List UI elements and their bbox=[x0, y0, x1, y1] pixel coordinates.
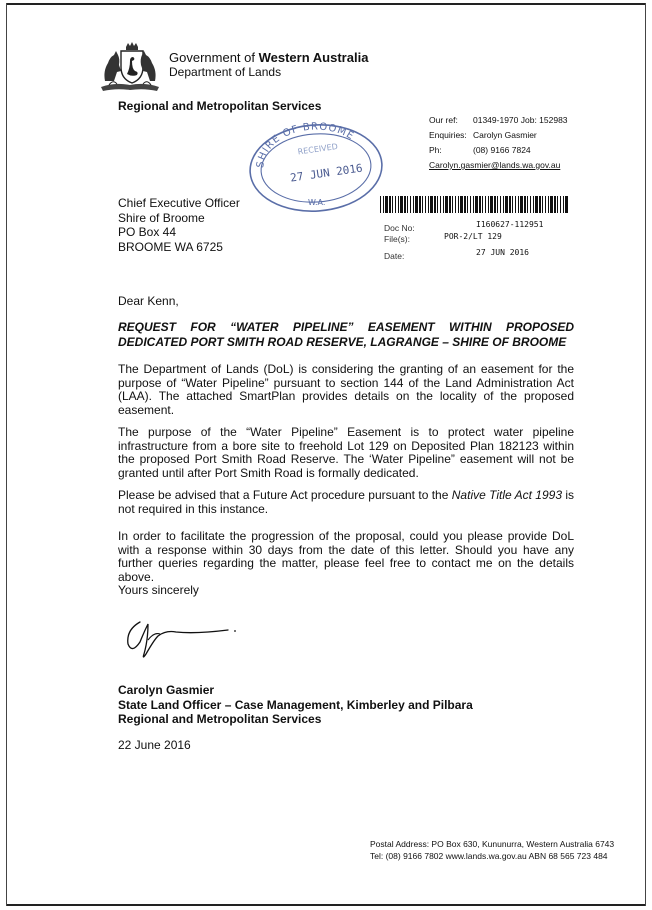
barcode-bar bbox=[518, 196, 519, 213]
page-border-right bbox=[645, 3, 646, 906]
stamp-shire-text: SHIRE OF BROOME bbox=[255, 122, 356, 169]
barcode-bar bbox=[425, 196, 426, 213]
stamp-date-text: 27 JUN 2016 bbox=[289, 161, 364, 185]
subject-heading bbox=[118, 320, 574, 350]
department-name: Department of Lands bbox=[169, 65, 282, 79]
barcode-bar bbox=[380, 196, 381, 213]
barcode-bar bbox=[410, 196, 411, 213]
signatory-block bbox=[118, 683, 473, 727]
barcode-bar bbox=[419, 196, 421, 213]
barcode-bar bbox=[437, 196, 438, 213]
barcode-bar bbox=[505, 196, 508, 213]
barcode-bar bbox=[527, 196, 528, 213]
barcode-bar bbox=[482, 196, 483, 213]
barcode-bar bbox=[500, 196, 501, 213]
barcode-bar bbox=[473, 196, 474, 213]
barcode-icon bbox=[380, 196, 568, 213]
barcode-bar bbox=[539, 196, 541, 213]
barcode-bar bbox=[455, 196, 456, 213]
barcode-bar bbox=[385, 196, 388, 213]
enquiries-row bbox=[429, 128, 568, 143]
barcode-bar bbox=[557, 196, 558, 213]
barcode-bar bbox=[460, 196, 463, 213]
phone-row bbox=[429, 143, 568, 158]
signatory-name: Carolyn Gasmier bbox=[118, 683, 215, 697]
barcode-bar bbox=[509, 196, 511, 213]
barcode-bar bbox=[400, 196, 403, 213]
stamp-received-text: RECEIVED bbox=[297, 141, 339, 157]
barcode-bar bbox=[565, 196, 568, 213]
doc-no-value: I160627-112951 bbox=[476, 220, 544, 229]
barcode-bar bbox=[440, 196, 441, 213]
recipient-line-1: Chief Executive Officer bbox=[118, 196, 240, 210]
received-stamp bbox=[246, 122, 386, 214]
letter-date: 22 June 2016 bbox=[118, 738, 191, 752]
body-paragraph-4: In order to facilitate the progression of the proposal, could you please provide DoL with a response within 30 days from the date of this letter. Should you have any further queries regarding the matter, please feel free to contact me on the details above. bbox=[118, 529, 574, 584]
barcode-bar bbox=[422, 196, 423, 213]
body-paragraph-3: Please be advised that a Future Act procedure pursuant to the Native Title Act 1993 is not required in this instance. bbox=[118, 488, 575, 516]
page-border-bottom bbox=[6, 904, 646, 906]
region-title: Regional and Metropolitan Services bbox=[118, 99, 322, 113]
barcode-bar bbox=[503, 196, 504, 213]
recipient-line-2: Shire of Broome bbox=[118, 210, 205, 225]
barcode-bar bbox=[550, 196, 553, 213]
date-value: 27 JUN 2016 bbox=[476, 248, 529, 257]
barcode-bar bbox=[434, 196, 436, 213]
body-paragraph-2: The purpose of the “Water Pipeline” Easement is to protect water pipeline infrastructure from a bore site to freehold Lot 129 on Deposited Plan 182123 within the proposed Port Smith Road Reserve. The ‘Water Pipeline” easement will not be granted until after Port Smith Road is formally dedicated. bbox=[118, 425, 574, 480]
barcode-bar bbox=[449, 196, 451, 213]
coat-of-arms-icon bbox=[99, 41, 161, 93]
government-line: Government of Western Australia bbox=[169, 50, 369, 65]
our-ref-label: Our ref: bbox=[429, 115, 458, 125]
barcode-bar bbox=[407, 196, 408, 213]
barcode-bar bbox=[404, 196, 406, 213]
barcode-bar bbox=[475, 196, 478, 213]
barcode-bar bbox=[398, 196, 399, 213]
barcode-bar bbox=[548, 196, 549, 213]
email-link[interactable]: Carolyn.gasmier@lands.wa.gov.au bbox=[429, 160, 561, 170]
phone-label: Ph: bbox=[429, 145, 442, 155]
recipient-address bbox=[118, 196, 240, 254]
barcode-bar bbox=[560, 196, 561, 213]
barcode-bar bbox=[445, 196, 448, 213]
barcode-bar bbox=[488, 196, 489, 213]
barcode-bar bbox=[485, 196, 486, 213]
salutation: Dear Kenn, bbox=[118, 294, 179, 308]
signatory-title: State Land Officer – Case Management, Kimberley and Pilbara bbox=[118, 697, 473, 712]
barcode-bar bbox=[515, 196, 516, 213]
email-row bbox=[429, 158, 568, 173]
enquiries-value: Carolyn Gasmier bbox=[473, 130, 537, 140]
reference-block bbox=[429, 113, 568, 173]
recipient-line-3: PO Box 44 bbox=[118, 225, 177, 239]
barcode-bar bbox=[458, 196, 459, 213]
barcode-bar bbox=[512, 196, 513, 213]
signatory-unit: Regional and Metropolitan Services bbox=[118, 712, 322, 726]
barcode-bar bbox=[389, 196, 391, 213]
stamp-wa-text: W.A. bbox=[308, 198, 326, 207]
page-border-left bbox=[6, 3, 7, 906]
footer-contact: Tel: (08) 9166 7802 www.lands.wa.gov.au ABN 68 565 723 484 bbox=[370, 851, 608, 861]
files-value: POR-2/LT 129 bbox=[444, 232, 502, 241]
phone-value: (08) 9166 7824 bbox=[473, 145, 531, 155]
footer bbox=[370, 838, 614, 862]
barcode-bar bbox=[497, 196, 498, 213]
date-label: Date: bbox=[384, 251, 405, 261]
signature-image bbox=[118, 610, 243, 662]
document-register-block bbox=[384, 222, 564, 261]
barcode-bar bbox=[530, 196, 531, 213]
subject-line-1: REQUEST FOR “WATER PIPELINE” EASEMENT WITHIN PROPOSED bbox=[118, 320, 574, 334]
files-label: File(s): bbox=[384, 234, 410, 244]
barcode-bar bbox=[395, 196, 396, 213]
recipient-line-4: BROOME WA 6725 bbox=[118, 239, 223, 254]
barcode-bar bbox=[563, 196, 564, 213]
barcode-bar bbox=[383, 196, 384, 213]
barcode-bar bbox=[428, 196, 429, 213]
barcode-bar bbox=[430, 196, 433, 213]
enquiries-label: Enquiries: bbox=[429, 130, 467, 140]
barcode-bar bbox=[479, 196, 481, 213]
barcode-bar bbox=[542, 196, 543, 213]
state-name: Western Australia bbox=[258, 50, 369, 65]
barcode-bar bbox=[464, 196, 466, 213]
body-paragraph-1: The Department of Lands (DoL) is considering the granting of an easement for the purpose of “Water Pipeline” pursuant to section 144 of the Land Administration Act (LAA). The attached SmartPlan provides details on the locality of the proposed easement. bbox=[118, 362, 574, 417]
barcode-bar bbox=[470, 196, 471, 213]
closing: Yours sincerely bbox=[118, 583, 199, 597]
barcode-bar bbox=[535, 196, 538, 213]
barcode-bar bbox=[392, 196, 393, 213]
doc-no-label: Doc No: bbox=[384, 223, 415, 233]
subject-line-2: DEDICATED PORT SMITH ROAD RESERVE, LAGRANGE – SHIRE OF BROOME bbox=[118, 335, 567, 349]
letterhead bbox=[169, 50, 368, 80]
act-title: Native Title Act 1993 bbox=[451, 488, 562, 502]
barcode-bar bbox=[524, 196, 526, 213]
barcode-bar bbox=[545, 196, 546, 213]
barcode-bar bbox=[415, 196, 418, 213]
our-ref-row bbox=[429, 113, 568, 128]
barcode-bar bbox=[533, 196, 534, 213]
our-ref-value: 01349-1970 Job: 152983 bbox=[473, 115, 568, 125]
barcode-bar bbox=[467, 196, 468, 213]
footer-postal-address: Postal Address: PO Box 630, Kununurra, Western Australia 6743 bbox=[370, 839, 615, 849]
page-border-top bbox=[6, 3, 646, 5]
barcode-bar bbox=[520, 196, 523, 213]
barcode-bar bbox=[452, 196, 453, 213]
barcode-bar bbox=[494, 196, 496, 213]
barcode-bar bbox=[554, 196, 556, 213]
barcode-bar bbox=[490, 196, 493, 213]
barcode-bar bbox=[443, 196, 444, 213]
barcode-bar bbox=[413, 196, 414, 213]
